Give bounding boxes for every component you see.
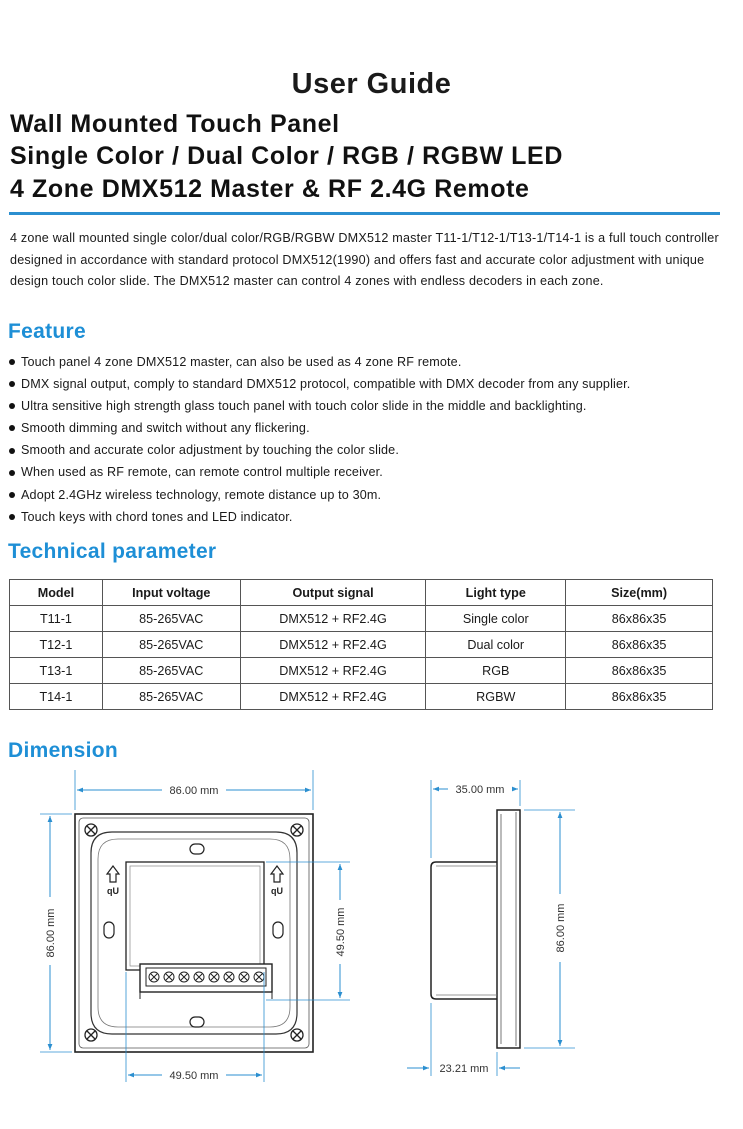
table-cell: RGBW	[426, 684, 566, 710]
side-body-depth-label: 23.21 mm	[439, 1063, 489, 1075]
table-cell: T14-1	[10, 684, 103, 710]
screw-icon	[291, 1029, 303, 1041]
feature-item	[8, 484, 630, 506]
table-row	[10, 606, 713, 632]
inner-height-label: 49.50 mm	[335, 907, 347, 957]
up-mark-label: qU	[271, 886, 283, 896]
up-mark-label: qU	[107, 886, 119, 896]
column-header: Size(mm)	[566, 580, 713, 606]
feature-text: Touch keys with chord tones and LED indicator.	[21, 509, 293, 524]
up-arrow-icon	[271, 866, 283, 882]
front-view	[40, 770, 350, 1082]
table-cell: RGB	[426, 658, 566, 684]
feature-text: Ultra sensitive high strength glass touch panel with touch color slide in the middle and backlighting.	[21, 399, 587, 414]
feature-text: DMX signal output, comply to standard DMX512 protocol, compatible with DMX decoder from any supplier.	[21, 377, 631, 392]
feature-text: Smooth dimming and switch without any flickering.	[21, 421, 310, 436]
table-cell: 85-265VAC	[102, 606, 240, 632]
table-cell: DMX512 + RF2.4G	[240, 632, 426, 658]
feature-item	[8, 395, 630, 417]
table-cell: DMX512 + RF2.4G	[240, 684, 426, 710]
column-header: Input voltage	[102, 580, 240, 606]
table-cell: T12-1	[10, 632, 103, 658]
feature-item	[8, 373, 630, 395]
column-header: Output signal	[240, 580, 426, 606]
front-height-label: 86.00 mm	[45, 908, 57, 958]
side-height-label: 86.00 mm	[555, 903, 567, 953]
feature-item	[8, 461, 630, 483]
bullet-icon	[9, 425, 15, 431]
table-cell: DMX512 + RF2.4G	[240, 606, 426, 632]
feature-item	[8, 439, 630, 461]
side-depth-label: 35.00 mm	[455, 784, 505, 796]
feature-list	[8, 351, 630, 528]
table-row	[10, 658, 713, 684]
intro-paragraph: 4 zone wall mounted single color/dual color/RGB/RGBW DMX512 master T11-1/T12-1/T13-1/T14-1 is a full touch controller designed in accordance with standard protocol DMX512(1990) and offers fast and accurate color adjustment with unique design touch color slide. The DMX512 master can control 4 zones with endless decoders in each zone.	[10, 231, 719, 288]
column-header: Model	[10, 580, 103, 606]
bullet-icon	[9, 492, 15, 498]
up-arrow-icon	[107, 866, 119, 882]
feature-item	[8, 506, 630, 528]
column-header: Light type	[426, 580, 566, 606]
feature-text: Touch panel 4 zone DMX512 master, can also be used as 4 zone RF remote.	[21, 355, 462, 369]
bullet-icon	[9, 381, 15, 387]
table-cell: 85-265VAC	[102, 658, 240, 684]
feature-item	[8, 417, 630, 439]
table-header-row	[10, 580, 713, 606]
feature-heading: Feature	[8, 320, 86, 343]
terminal-block-icon	[140, 964, 272, 999]
feature-text: Adopt 2.4GHz wireless technology, remote distance up to 30m.	[21, 487, 382, 502]
table-cell: 86x86x35	[566, 632, 713, 658]
table-cell: 86x86x35	[566, 606, 713, 632]
bullet-icon	[9, 514, 15, 520]
side-view	[407, 780, 575, 1076]
front-width-label: 86.00 mm	[169, 785, 219, 797]
screw-icon	[85, 1029, 97, 1041]
table-row	[10, 684, 713, 710]
feature-text: Smooth and accurate color adjustment by touching the color slide.	[21, 443, 399, 458]
product-title-line-1: Wall Mounted Touch Panel	[10, 110, 340, 138]
spec-table	[9, 579, 713, 710]
screw-icon	[85, 824, 97, 836]
title-divider	[9, 212, 720, 215]
table-cell: T13-1	[10, 658, 103, 684]
inner-width-label: 49.50 mm	[169, 1070, 219, 1082]
bullet-icon	[9, 403, 15, 409]
dimension-drawing	[0, 770, 743, 1129]
feature-text: When used as RF remote, can remote control multiple receiver.	[21, 465, 383, 480]
table-row	[10, 632, 713, 658]
bullet-icon	[9, 448, 15, 454]
table-cell: 86x86x35	[566, 658, 713, 684]
product-title-line-2: Single Color / Dual Color / RGB / RGBW LED	[10, 142, 563, 170]
table-cell: T11-1	[10, 606, 103, 632]
bullet-icon	[9, 470, 15, 476]
table-cell: 86x86x35	[566, 684, 713, 710]
table-cell: 85-265VAC	[102, 684, 240, 710]
table-cell: DMX512 + RF2.4G	[240, 658, 426, 684]
dimension-heading: Dimension	[8, 739, 119, 762]
feature-item	[8, 351, 630, 373]
table-cell: Dual color	[426, 632, 566, 658]
bullet-icon	[9, 359, 15, 365]
screw-icon	[291, 824, 303, 836]
technical-parameter-heading: Technical parameter	[8, 540, 217, 563]
table-cell: 85-265VAC	[102, 632, 240, 658]
product-title-line-3: 4 Zone DMX512 Master & RF 2.4G Remote	[10, 175, 530, 203]
table-cell: Single color	[426, 606, 566, 632]
page-title: User Guide	[291, 68, 452, 100]
